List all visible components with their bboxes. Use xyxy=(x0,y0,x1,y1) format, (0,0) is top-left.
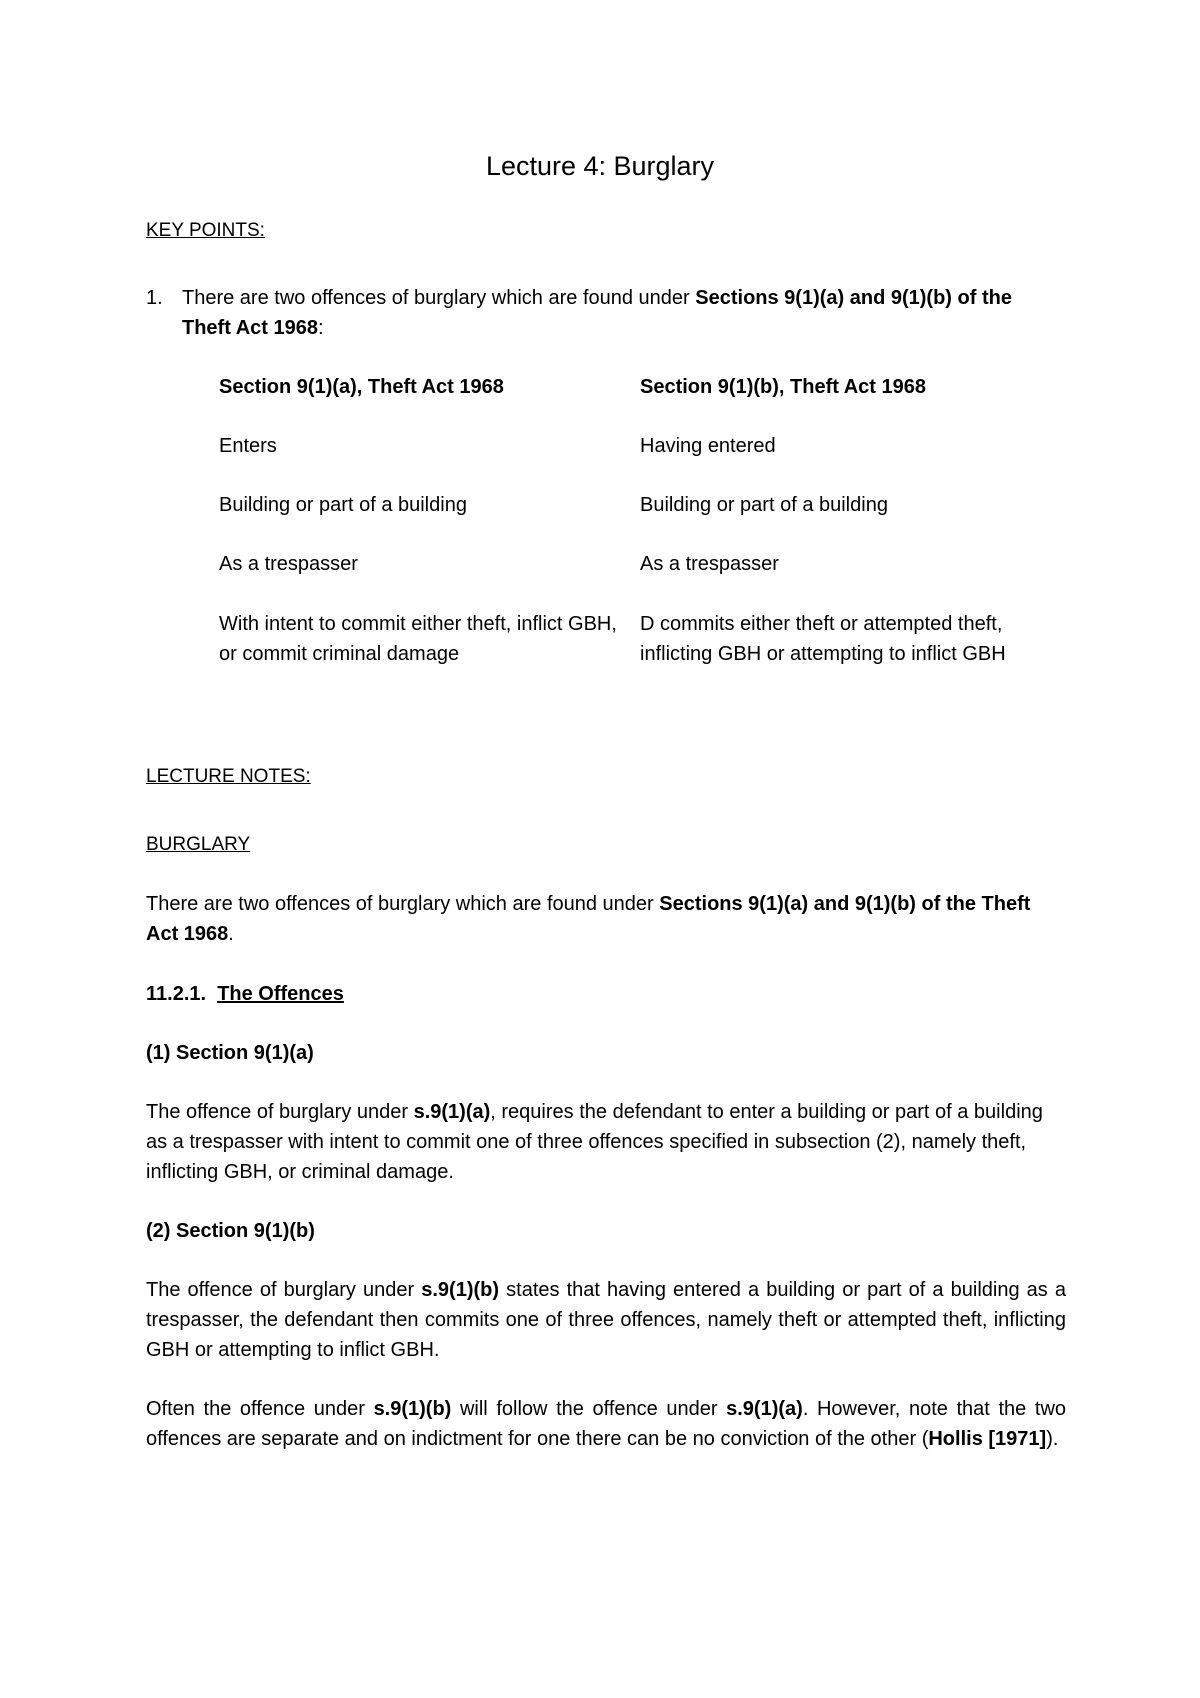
subsection-1-paragraph: The offence of burglary under s.9(1)(a), requires the defendant to enter a building or part of a building as a trespasser with intent to commit one of three offences specified in subsection (2), namely theft, inflicting GBH, or criminal damage. xyxy=(146,1101,1043,1183)
table-cell: Enters xyxy=(219,435,277,457)
intro-paragraph: There are two offences of burglary which are found under Sections 9(1)(a) and 9(1)(b) of the Theft Act 1968. xyxy=(146,893,1031,945)
table-cell: Building or part of a building xyxy=(640,494,888,516)
list-number: 1. xyxy=(146,287,163,309)
key-point-text: There are two offences of burglary which are found under Sections 9(1)(a) and 9(1)(b) of the Theft Act 1968: xyxy=(182,287,1012,339)
table-header-col-b: Section 9(1)(b), Theft Act 1968 xyxy=(640,376,926,398)
subsection-2-paragraph: The offence of burglary under s.9(1)(b) states that having entered a building or part of a building as a trespasser, the defendant then commits one of three offences, namely theft or attempted theft, inflicting GBH or attempting to inflict GBH. xyxy=(146,1279,1067,1361)
table-cell: Having entered xyxy=(640,435,776,457)
table-cell: Building or part of a building xyxy=(219,494,467,516)
page-title: Lecture 4: Burglary xyxy=(485,151,715,181)
key-point-item-1 xyxy=(146,283,1066,343)
subsection-3-paragraph: Often the offence under s.9(1)(b) will follow the offence under s.9(1)(a). However, note that the two offences are separate and on indictment for one there can be no conviction of the other (Hollis [1971]). xyxy=(146,1398,1067,1450)
section-heading: 11.2.1. The Offences xyxy=(146,983,344,1005)
section-title: The Offences xyxy=(217,983,344,1005)
table-cell: As a trespasser xyxy=(640,553,779,575)
table-cell: With intent to commit either theft, inflict GBH, or commit criminal damage xyxy=(219,613,617,665)
burglary-subheading: BURGLARY xyxy=(146,834,251,855)
table-header-col-a: Section 9(1)(a), Theft Act 1968 xyxy=(219,376,504,398)
key-points-heading: KEY POINTS: xyxy=(146,220,265,241)
subsection-heading-1: (1) Section 9(1)(a) xyxy=(146,1042,314,1064)
table-cell: D commits either theft or attempted theft, inflicting GBH or attempting to inflict GBH xyxy=(640,613,1006,665)
table-cell: As a trespasser xyxy=(219,553,358,575)
subsection-heading-2: (2) Section 9(1)(b) xyxy=(146,1220,315,1242)
lecture-notes-heading: LECTURE NOTES: xyxy=(146,766,311,787)
